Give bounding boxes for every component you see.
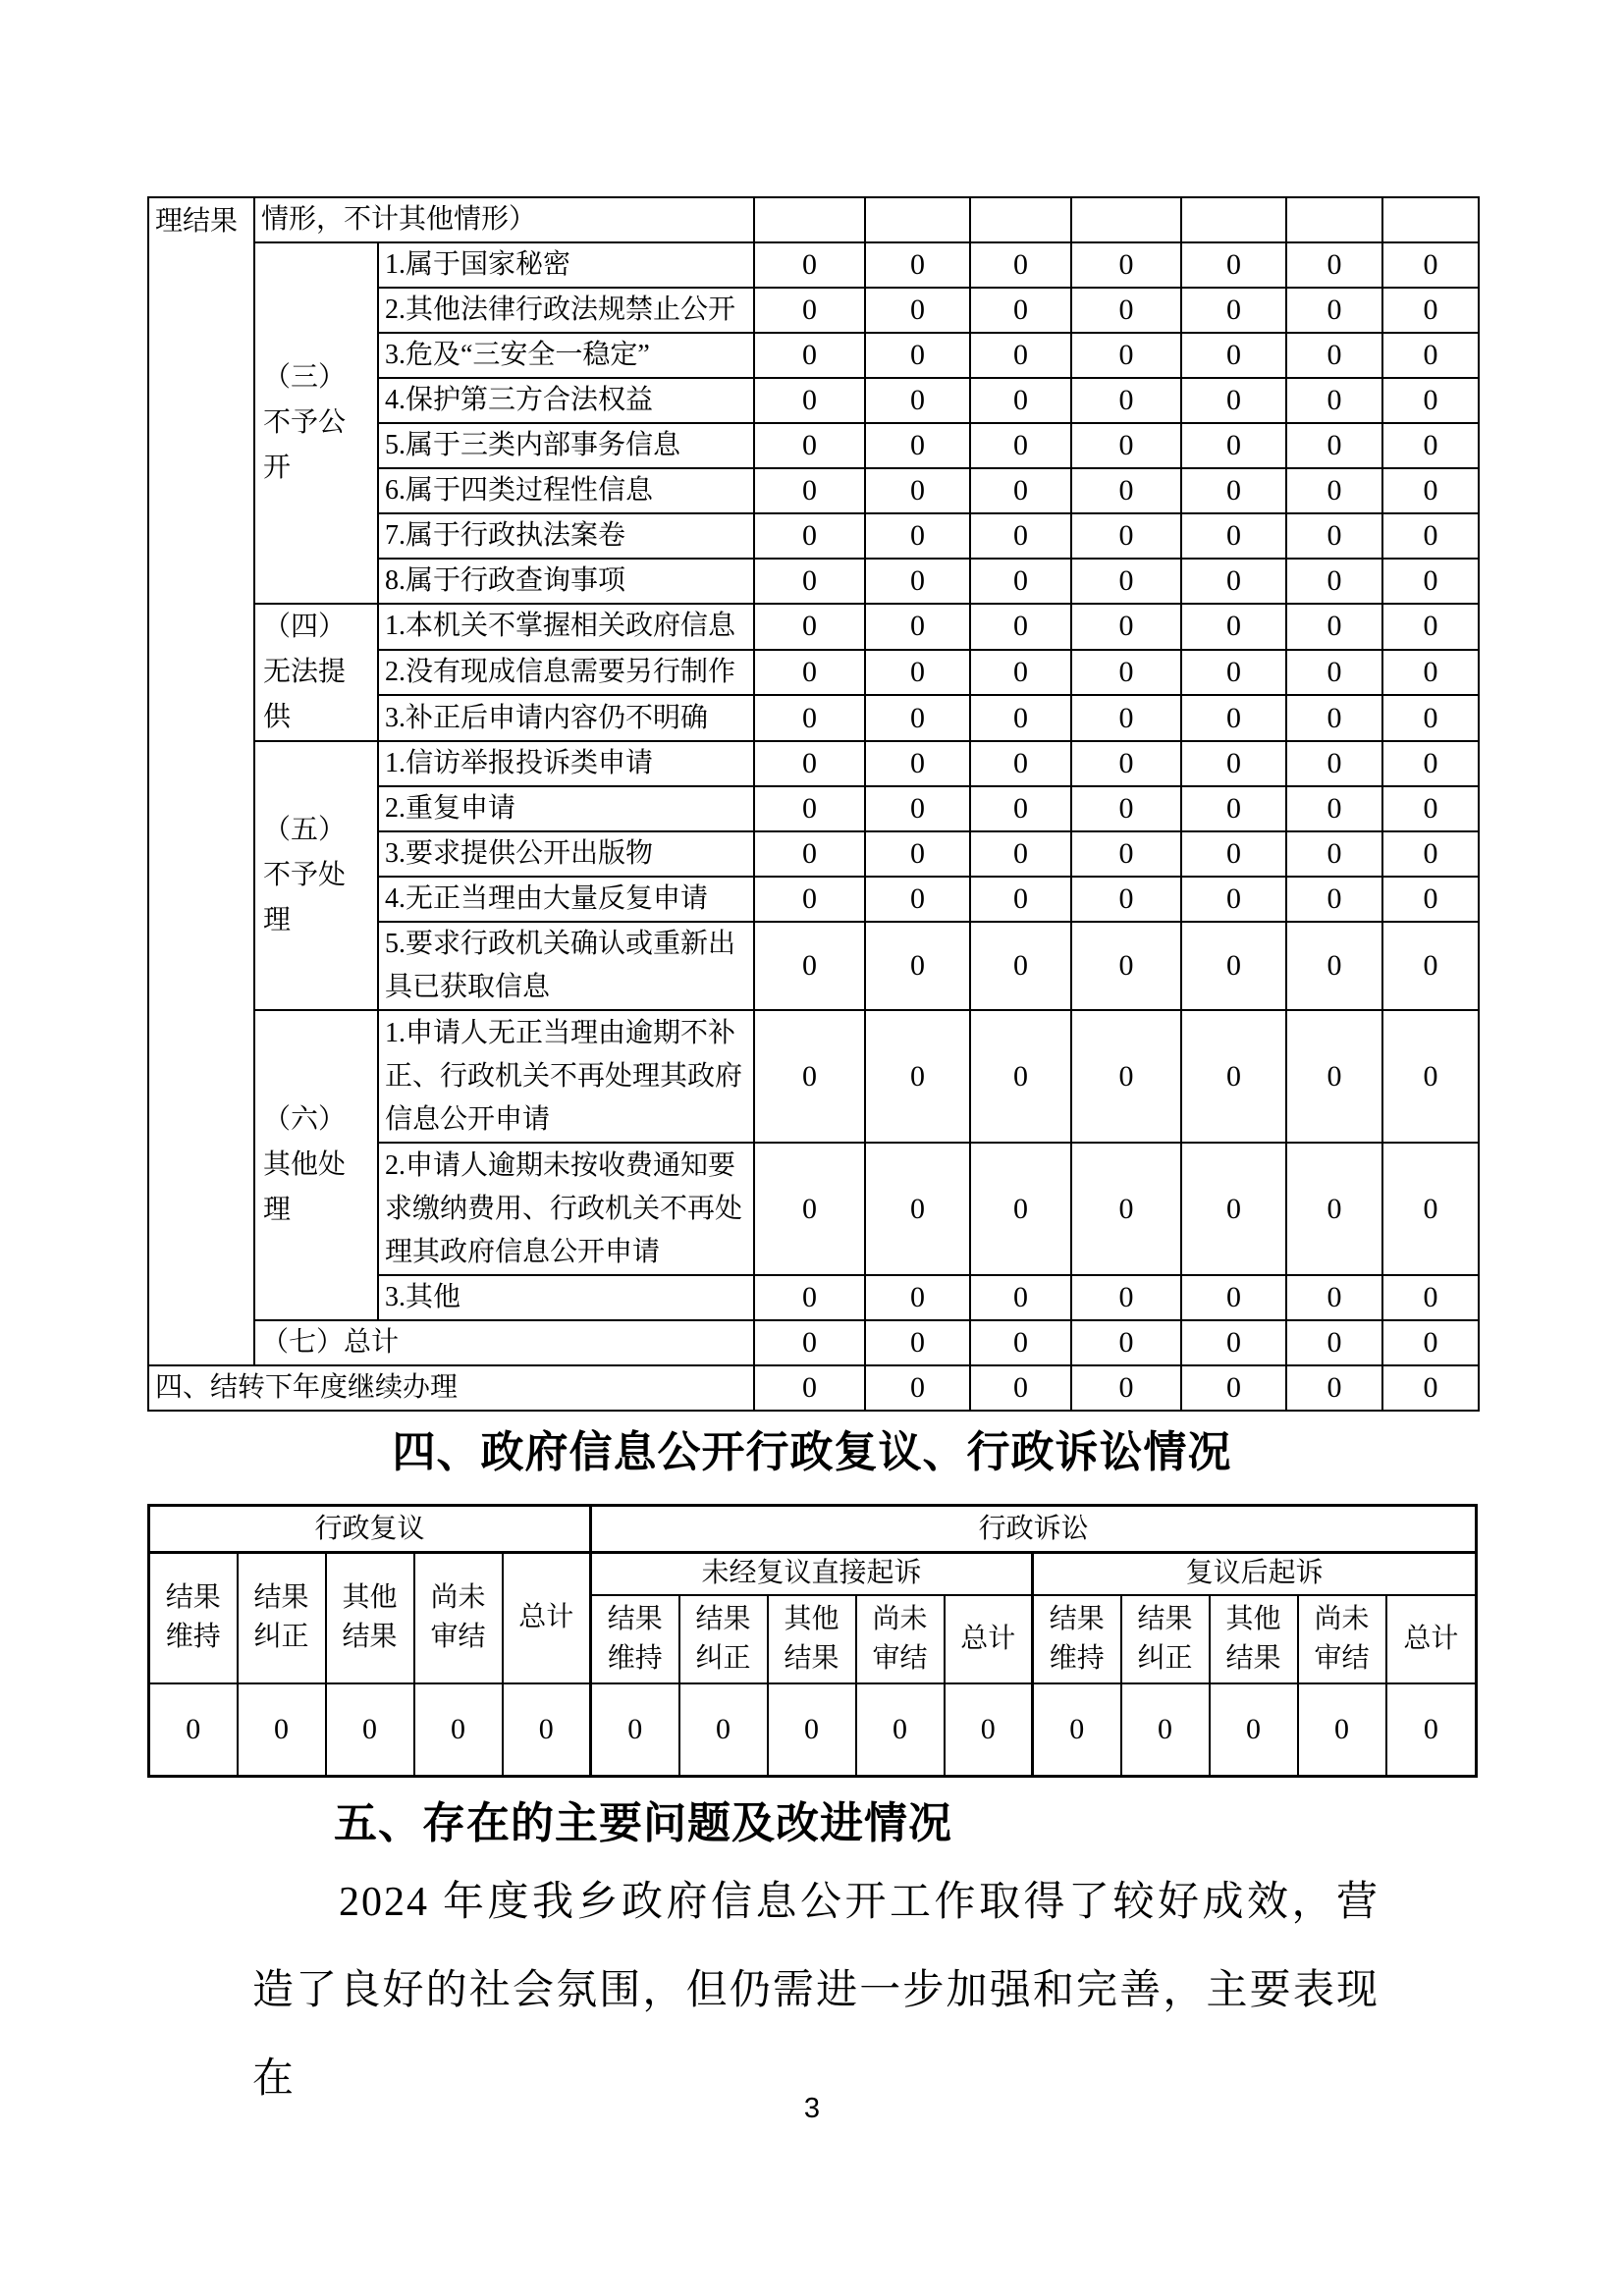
column-header: 结果纠正 <box>238 1553 326 1683</box>
row-label: 2.重复申请 <box>378 786 754 831</box>
litigation-group-header: 行政诉讼 <box>591 1506 1477 1553</box>
total-row-label: （七）总计 <box>254 1320 754 1365</box>
value-cell: 0 <box>970 1143 1071 1275</box>
value-cell: 0 <box>1382 922 1479 1010</box>
value-cell: 0 <box>1286 288 1382 333</box>
value-cell: 0 <box>945 1683 1033 1777</box>
value-cell: 0 <box>1382 1275 1479 1320</box>
value-cell: 0 <box>1071 378 1181 423</box>
value-cell: 0 <box>1286 877 1382 922</box>
value-cell: 0 <box>970 559 1071 604</box>
value-cell: 0 <box>1210 1683 1298 1777</box>
row-label: 2.其他法律行政法规禁止公开 <box>378 288 754 333</box>
after-review-suit-group-header: 复议后起诉 <box>1033 1553 1477 1595</box>
row-label: 2.申请人逾期未按收费通知要求缴纳费用、行政机关不再处理其政府信息公开申请 <box>378 1143 754 1275</box>
value-cell: 0 <box>754 333 865 378</box>
value-cell: 0 <box>1286 468 1382 513</box>
value-cell: 0 <box>865 650 970 696</box>
value-cell: 0 <box>754 423 865 468</box>
value-cell: 0 <box>754 288 865 333</box>
value-cell: 0 <box>754 877 865 922</box>
value-cell: 0 <box>1181 423 1286 468</box>
group-label: （六）其他处理 <box>254 1010 378 1320</box>
value-cell: 0 <box>1181 242 1286 288</box>
value-cell: 0 <box>1298 1683 1386 1777</box>
value-cell: 0 <box>1382 786 1479 831</box>
value-cell: 0 <box>865 333 970 378</box>
value-cell: 0 <box>754 1365 865 1411</box>
value-cell: 0 <box>754 468 865 513</box>
table-row <box>149 1506 1477 1553</box>
value-cell: 0 <box>1382 650 1479 696</box>
section4-heading: 四、政府信息公开行政复议、行政诉讼情况 <box>392 1428 1232 1476</box>
value-cell: 0 <box>970 513 1071 559</box>
value-cell: 0 <box>1382 1143 1479 1275</box>
value-cell: 0 <box>856 1683 945 1777</box>
table-row <box>148 1320 1479 1365</box>
value-cell: 0 <box>1382 468 1479 513</box>
value-cell: 0 <box>970 604 1071 650</box>
value-cell: 0 <box>1181 378 1286 423</box>
row-label: 3.其他 <box>378 1275 754 1320</box>
value-cell: 0 <box>970 1320 1071 1365</box>
value-cell: 0 <box>865 242 970 288</box>
review-group-header: 行政复议 <box>149 1506 591 1553</box>
value-cell: 0 <box>1181 922 1286 1010</box>
table-row <box>148 604 1479 650</box>
value-cell: 0 <box>1286 831 1382 877</box>
value-cell: 0 <box>1382 559 1479 604</box>
value-cell: 0 <box>865 877 970 922</box>
value-cell: 0 <box>970 378 1071 423</box>
value-cell: 0 <box>1121 1683 1210 1777</box>
row-label: 4.无正当理由大量反复申请 <box>378 877 754 922</box>
value-cell: 0 <box>1071 242 1181 288</box>
row-label: 1.信访举报投诉类申请 <box>378 741 754 786</box>
value-cell: 0 <box>1286 378 1382 423</box>
value-cell: 0 <box>865 288 970 333</box>
table-row <box>148 1010 1479 1143</box>
value-cell: 0 <box>1382 1365 1479 1411</box>
value-cell: 0 <box>238 1683 326 1777</box>
value-cell <box>754 197 865 242</box>
value-cell: 0 <box>1181 468 1286 513</box>
value-cell: 0 <box>754 831 865 877</box>
value-cell: 0 <box>865 423 970 468</box>
value-cell: 0 <box>1286 423 1382 468</box>
value-cell: 0 <box>1181 1275 1286 1320</box>
value-cell: 0 <box>503 1683 591 1777</box>
value-cell: 0 <box>865 468 970 513</box>
row-label: 2.没有现成信息需要另行制作 <box>378 650 754 696</box>
value-cell: 0 <box>754 786 865 831</box>
value-cell: 0 <box>1181 1010 1286 1143</box>
value-cell: 0 <box>1071 1010 1181 1143</box>
value-cell: 0 <box>1071 1365 1181 1411</box>
row-label: 1.申请人无正当理由逾期不补正、行政机关不再处理其政府信息公开申请 <box>378 1010 754 1143</box>
carryover-row-label: 四、结转下年度继续办理 <box>148 1365 754 1411</box>
value-cell: 0 <box>754 922 865 1010</box>
row-label: 7.属于行政执法案卷 <box>378 513 754 559</box>
value-cell <box>1382 197 1479 242</box>
value-cell: 0 <box>1181 695 1286 741</box>
value-cell: 0 <box>754 1143 865 1275</box>
value-cell: 0 <box>768 1683 856 1777</box>
value-cell: 0 <box>754 650 865 696</box>
group-label: （五）不予处理 <box>254 741 378 1010</box>
value-cell: 0 <box>1382 288 1479 333</box>
value-cell: 0 <box>1181 288 1286 333</box>
value-cell: 0 <box>754 1320 865 1365</box>
value-cell: 0 <box>754 378 865 423</box>
column-header: 结果维持 <box>149 1553 238 1683</box>
row-label: 5.属于三类内部事务信息 <box>378 423 754 468</box>
value-cell: 0 <box>149 1683 238 1777</box>
column-header: 结果维持 <box>591 1595 679 1683</box>
value-cell: 0 <box>865 1320 970 1365</box>
spill-label: 理结果 <box>148 197 254 1365</box>
value-cell: 0 <box>1071 288 1181 333</box>
value-cell: 0 <box>1071 604 1181 650</box>
value-cell <box>1286 197 1382 242</box>
value-cell: 0 <box>1382 604 1479 650</box>
row-label: 5.要求行政机关确认或重新出具已获取信息 <box>378 922 754 1010</box>
value-cell: 0 <box>1071 741 1181 786</box>
value-cell: 0 <box>1071 333 1181 378</box>
value-cell: 0 <box>1181 831 1286 877</box>
value-cell: 0 <box>970 288 1071 333</box>
value-cell: 0 <box>1382 378 1479 423</box>
column-header: 结果纠正 <box>1121 1595 1210 1683</box>
value-cell: 0 <box>1071 922 1181 1010</box>
value-cell: 0 <box>1181 1143 1286 1275</box>
value-cell: 0 <box>865 1275 970 1320</box>
page-number: 3 <box>803 2093 821 2124</box>
value-cell: 0 <box>1181 559 1286 604</box>
value-cell: 0 <box>1033 1683 1121 1777</box>
value-cell: 0 <box>326 1683 414 1777</box>
value-cell: 0 <box>754 559 865 604</box>
value-cell: 0 <box>865 1010 970 1143</box>
value-cell: 0 <box>1181 1365 1286 1411</box>
value-cell: 0 <box>1382 423 1479 468</box>
value-cell: 0 <box>1286 650 1382 696</box>
value-cell: 0 <box>1071 695 1181 741</box>
value-cell: 0 <box>1071 786 1181 831</box>
table-row <box>148 197 1479 242</box>
processing-results-table <box>147 196 1480 1412</box>
table-row <box>148 242 1479 288</box>
value-cell: 0 <box>970 468 1071 513</box>
column-header: 尚未审结 <box>414 1553 503 1683</box>
value-cell: 0 <box>1181 650 1286 696</box>
value-cell <box>865 197 970 242</box>
value-cell: 0 <box>1181 786 1286 831</box>
value-cell: 0 <box>1071 468 1181 513</box>
value-cell: 0 <box>970 242 1071 288</box>
value-cell: 0 <box>1286 333 1382 378</box>
value-cell: 0 <box>1286 695 1382 741</box>
value-cell: 0 <box>414 1683 503 1777</box>
value-cell <box>970 197 1071 242</box>
value-cell: 0 <box>1071 1275 1181 1320</box>
table-row <box>148 741 1479 786</box>
value-cell: 0 <box>1286 1275 1382 1320</box>
row-label: 1.本机关不掌握相关政府信息 <box>378 604 754 650</box>
value-cell: 0 <box>754 604 865 650</box>
value-cell: 0 <box>970 1010 1071 1143</box>
column-header: 其他结果 <box>326 1553 414 1683</box>
value-cell: 0 <box>865 559 970 604</box>
value-cell: 0 <box>1181 333 1286 378</box>
value-cell: 0 <box>970 1275 1071 1320</box>
table-row <box>149 1553 1477 1595</box>
body-paragraph: 2024 年度我乡政府信息公开工作取得了较好成效，营造了良好的社会氛围，但仍需进一步加强和完善，主要表现在 <box>252 1880 1380 2102</box>
direct-suit-group-header: 未经复议直接起诉 <box>591 1553 1033 1595</box>
value-cell: 0 <box>865 378 970 423</box>
value-cell: 0 <box>1071 831 1181 877</box>
value-cell: 0 <box>970 423 1071 468</box>
column-header: 总计 <box>503 1553 591 1683</box>
value-cell: 0 <box>1286 242 1382 288</box>
column-header: 其他结果 <box>768 1595 856 1683</box>
value-cell: 0 <box>1286 741 1382 786</box>
row-label: 6.属于四类过程性信息 <box>378 468 754 513</box>
value-cell: 0 <box>1286 1320 1382 1365</box>
value-cell: 0 <box>1181 604 1286 650</box>
table-row <box>148 1365 1479 1411</box>
value-cell: 0 <box>1382 1320 1479 1365</box>
value-cell: 0 <box>1286 604 1382 650</box>
value-cell: 0 <box>754 242 865 288</box>
table-row <box>149 1683 1477 1777</box>
value-cell: 0 <box>865 695 970 741</box>
value-cell: 0 <box>1286 922 1382 1010</box>
value-cell: 0 <box>970 877 1071 922</box>
value-cell: 0 <box>1286 513 1382 559</box>
value-cell: 0 <box>1181 1320 1286 1365</box>
value-cell: 0 <box>1382 242 1479 288</box>
value-cell: 0 <box>970 695 1071 741</box>
group-label: （三）不予公开 <box>254 242 378 604</box>
value-cell: 0 <box>1382 333 1479 378</box>
value-cell <box>1181 197 1286 242</box>
spill-note: 情形，不计其他情形） <box>254 197 754 242</box>
value-cell: 0 <box>1071 1143 1181 1275</box>
value-cell: 0 <box>754 513 865 559</box>
value-cell: 0 <box>970 831 1071 877</box>
value-cell: 0 <box>970 786 1071 831</box>
value-cell: 0 <box>1382 741 1479 786</box>
value-cell: 0 <box>1382 513 1479 559</box>
value-cell: 0 <box>1286 1010 1382 1143</box>
value-cell: 0 <box>865 786 970 831</box>
value-cell: 0 <box>1382 695 1479 741</box>
value-cell: 0 <box>1071 513 1181 559</box>
value-cell: 0 <box>1071 559 1181 604</box>
value-cell: 0 <box>970 650 1071 696</box>
value-cell: 0 <box>1071 877 1181 922</box>
column-header: 总计 <box>945 1595 1033 1683</box>
value-cell: 0 <box>970 741 1071 786</box>
value-cell: 0 <box>1071 1320 1181 1365</box>
value-cell: 0 <box>1382 831 1479 877</box>
value-cell: 0 <box>865 1143 970 1275</box>
value-cell: 0 <box>865 1365 970 1411</box>
value-cell: 0 <box>591 1683 679 1777</box>
row-label: 3.危及“三安全一稳定” <box>378 333 754 378</box>
column-header: 尚未审结 <box>1298 1595 1386 1683</box>
column-header: 尚未审结 <box>856 1595 945 1683</box>
column-header: 其他结果 <box>1210 1595 1298 1683</box>
value-cell: 0 <box>1181 877 1286 922</box>
value-cell: 0 <box>970 922 1071 1010</box>
value-cell: 0 <box>1286 1143 1382 1275</box>
value-cell: 0 <box>865 831 970 877</box>
value-cell: 0 <box>865 741 970 786</box>
value-cell: 0 <box>865 513 970 559</box>
value-cell: 0 <box>970 333 1071 378</box>
value-cell: 0 <box>970 1365 1071 1411</box>
row-label: 8.属于行政查询事项 <box>378 559 754 604</box>
value-cell: 0 <box>1382 877 1479 922</box>
value-cell: 0 <box>754 1010 865 1143</box>
value-cell: 0 <box>1286 1365 1382 1411</box>
value-cell: 0 <box>1386 1683 1477 1777</box>
value-cell: 0 <box>865 604 970 650</box>
value-cell: 0 <box>1286 786 1382 831</box>
row-label: 4.保护第三方合法权益 <box>378 378 754 423</box>
section5-heading: 五、存在的主要问题及改进情况 <box>334 1799 952 1847</box>
value-cell: 0 <box>865 922 970 1010</box>
value-cell: 0 <box>754 741 865 786</box>
column-header: 结果纠正 <box>679 1595 768 1683</box>
value-cell: 0 <box>1181 741 1286 786</box>
value-cell: 0 <box>1181 513 1286 559</box>
value-cell: 0 <box>754 695 865 741</box>
value-cell: 0 <box>754 1275 865 1320</box>
group-label: （四）无法提供 <box>254 604 378 741</box>
value-cell: 0 <box>1071 423 1181 468</box>
column-header: 结果维持 <box>1033 1595 1121 1683</box>
review-litigation-table <box>147 1504 1478 1778</box>
value-cell: 0 <box>1071 650 1181 696</box>
row-label: 1.属于国家秘密 <box>378 242 754 288</box>
value-cell: 0 <box>1382 1010 1479 1143</box>
column-header: 总计 <box>1386 1595 1477 1683</box>
row-label: 3.补正后申请内容仍不明确 <box>378 695 754 741</box>
value-cell <box>1071 197 1181 242</box>
value-cell: 0 <box>679 1683 768 1777</box>
value-cell: 0 <box>1286 559 1382 604</box>
row-label: 3.要求提供公开出版物 <box>378 831 754 877</box>
